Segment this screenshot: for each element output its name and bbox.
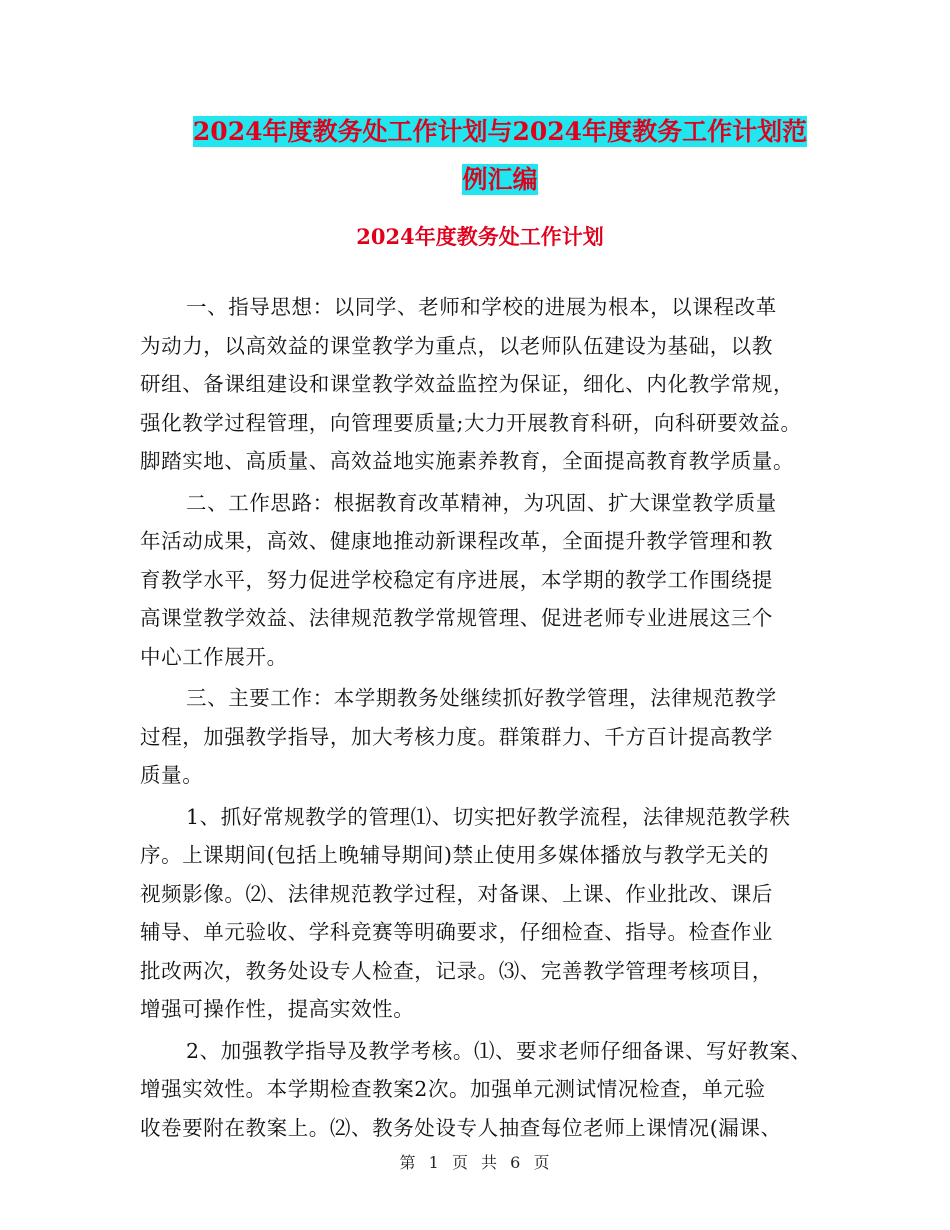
paragraph-line: 增强实效性。本学期检查教案2次。加强单元测试情况检查，单元验 [140, 1077, 766, 1101]
title-line-1: 2024年度教务处工作计划与2024年度教务工作计划范 [192, 117, 808, 146]
paragraph-line: 2、加强教学指导及教学考核。⑴、要求老师仔细备课、写好教案、 [186, 1038, 812, 1063]
paragraph-routine-teaching [140, 798, 826, 1029]
paragraph-line: 一、指导思想：以同学、老师和学校的进展为根本，以课程改革 [186, 295, 777, 319]
paragraph-line: 育教学水平，努力促进学校稳定有序进展，本学期的教学工作围绕提 [140, 567, 773, 592]
document-body [140, 288, 826, 1150]
page-footer [0, 1152, 950, 1174]
footer-page-label: 页 [451, 1153, 469, 1172]
paragraph-line: 二、工作思路：根据教育改革精神，为巩固、扩大课堂教学质量 [186, 490, 777, 515]
footer-total-label: 共 [481, 1153, 499, 1172]
paragraph-line: 批改两次，教务处设专人检查，记录。⑶、完善教学管理考核项目， [140, 958, 773, 983]
footer-total-pages: 6 [510, 1153, 522, 1172]
paragraph-line: 强化教学过程管理，向管理要质量;大力开展教育科研，向科研要效益。 [140, 410, 802, 435]
section-title: 2024年度教务处工作计划 [356, 224, 604, 249]
paragraph-work-approach [140, 484, 826, 677]
paragraph-line: 为动力，以高效益的课堂教学为重点，以老师队伍建设为基础，以教 [140, 333, 773, 358]
paragraph-line: 质量。 [140, 763, 204, 787]
paragraph-main-work [140, 679, 826, 795]
footer-suffix: 页 [533, 1153, 551, 1172]
paragraph-line: 序。上课期间(包括上晚辅导期间)禁止使用多媒体播放与教学无关的 [140, 843, 770, 867]
paragraph-line: 过程，加强教学指导，加大考核力度。群策群力、千方百计提高教学 [140, 724, 773, 749]
paragraph-line: 收卷要附在教案上。⑵、教务处设专人抽查每位老师上课情况(漏课、 [140, 1115, 782, 1140]
footer-page-number: 1 [428, 1153, 440, 1172]
paragraph-line: 1、抓好常规教学的管理⑴、切实把好教学流程，法律规范教学秩 [186, 804, 791, 829]
document-title [180, 108, 820, 204]
paragraph-line: 中心工作展开。 [140, 644, 288, 669]
paragraph-line: 脚踏实地、高质量、高效益地实施素养教育，全面提高教育教学质量。 [140, 449, 795, 473]
paragraph-line: 增强可操作性，提高实效性。 [140, 997, 415, 1021]
title-line-2: 例汇编 [462, 165, 538, 194]
footer-prefix: 第 [399, 1153, 417, 1172]
paragraph-line: 年活动成果，高效、健康地推动新课程改革，全面提升教学管理和教 [140, 529, 773, 553]
paragraph-line: 研组、备课组建设和课堂教学效益监控为保证，细化、内化教学常规， [140, 372, 795, 396]
paragraph-line: 高课堂教学效益、法律规范教学常规管理、促进老师专业进展这三个 [140, 606, 773, 630]
paragraph-line: 三、主要工作：本学期教务处继续抓好教学管理，法律规范教学 [186, 686, 777, 710]
paragraph-teaching-guidance [140, 1032, 826, 1148]
paragraph-line: 辅导、单元验收、学科竞赛等明确要求，仔细检查、指导。检查作业 [140, 920, 773, 944]
paragraph-line: 视频影像。⑵、法律规范教学过程，对备课、上课、作业批改、课后 [140, 881, 773, 906]
paragraph-guiding-ideology [140, 288, 826, 481]
